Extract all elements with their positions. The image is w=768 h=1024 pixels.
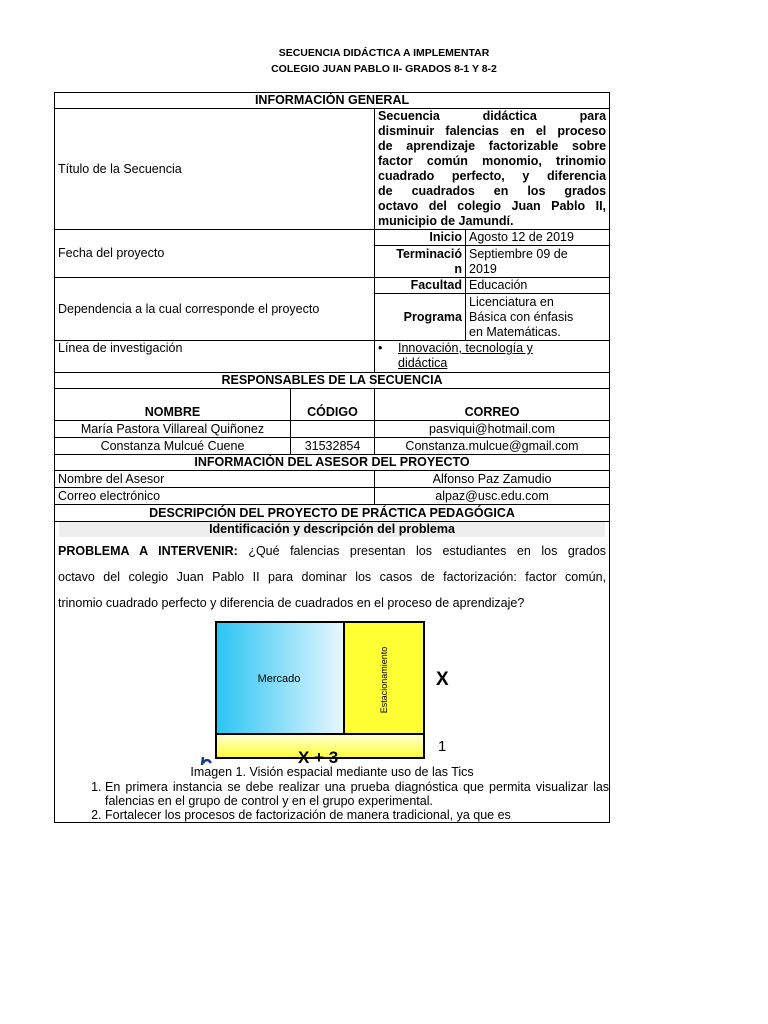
titulo-line: de cuadrados en los grados — [378, 184, 607, 198]
titulo-line: factor común monomio, trinomio — [378, 154, 607, 168]
problem-label: PROBLEMA A INTERVENIR: — [58, 544, 238, 558]
terminacion-value-b: 2019 — [469, 261, 497, 276]
col-nombre-header: NOMBRE — [55, 389, 291, 421]
titulo-line: cuadrado perfecto, y diferencia — [378, 169, 607, 183]
row-dependencia-facultad — [55, 278, 610, 294]
row-fecha-inicio — [55, 230, 610, 246]
titulo-line: octavo del colegio Juan Pablo II, — [378, 199, 607, 213]
responsable-codigo — [291, 421, 375, 438]
problem-text-1: ¿Qué falencias presentan los estudiantes en los grados — [237, 544, 607, 558]
bullet-icon: • — [378, 341, 383, 355]
facultad-value: Educación — [466, 278, 610, 294]
section-title: DESCRIPCIÓN DEL PROYECTO DE PRÁCTICA PEDAGÓGICA — [55, 505, 610, 522]
programa-line: en Matemáticas. — [469, 324, 561, 339]
one-label: 1 — [438, 738, 447, 755]
responsable-nombre: Constanza Mulcué Cuene — [55, 438, 291, 455]
bottom-label: X + 3 — [298, 748, 339, 767]
estacionamiento-text: Estacionamiento — [379, 646, 389, 714]
row-linea — [55, 341, 610, 373]
x-label: X — [436, 669, 449, 690]
asesor-correo-value: alpaz@usc.edu.com — [375, 488, 610, 505]
responsable-nombre: María Pastora Villareal Quiñonez — [55, 421, 291, 438]
row-descripcion-body — [55, 522, 610, 823]
programa-value — [466, 294, 610, 341]
section-responsables — [55, 373, 610, 389]
problem-statement — [55, 537, 609, 617]
linea-text-a: Innovación, tecnología y — [398, 341, 533, 355]
row-asesor-correo — [55, 488, 610, 505]
linea-label: Línea de investigación — [55, 341, 375, 373]
programa-label: Programa — [375, 294, 466, 341]
header-line-2: COLEGIO JUAN PABLO II- GRADOS 8-1 Y 8-2 — [271, 63, 497, 75]
linea-bullet-item — [378, 341, 606, 371]
dependencia-label: Dependencia a la cual corresponde el proyecto — [55, 278, 375, 341]
terminacion-value — [466, 246, 610, 278]
section-asesor — [55, 455, 610, 471]
asesor-nombre-label: Nombre del Asesor — [55, 471, 375, 488]
col-correo-header: CORREO — [375, 389, 610, 421]
titulo-line: disminuir falencias en el proceso — [378, 124, 607, 138]
header-line-1: SECUENCIA DIDÁCTICA A IMPLEMENTAR — [278, 47, 490, 59]
facultad-label: Facultad — [375, 278, 466, 294]
mercado-text: Mercado — [257, 673, 301, 685]
row-titulo — [55, 109, 610, 230]
titulo-line: municipio de Jamundí. — [378, 214, 514, 228]
asesor-correo-label: Correo electrónico — [55, 488, 375, 505]
terminacion-label-a: Terminació — [396, 246, 462, 261]
section-title: INFORMACIÓN DEL ASESOR DEL PROYECTO — [55, 455, 610, 471]
terminacion-label-b: n — [454, 261, 462, 276]
section-title: INFORMACIÓN GENERAL — [55, 93, 610, 109]
section-title: RESPONSABLES DE LA SECUENCIA — [55, 373, 610, 389]
titulo-label: Título de la Secuencia — [55, 109, 375, 230]
table-row — [55, 421, 610, 438]
spatial-figure — [55, 617, 610, 765]
asesor-nombre-value: Alfonso Paz Zamudio — [375, 471, 610, 488]
table-row — [55, 438, 610, 455]
document-header — [0, 45, 768, 77]
project-table — [54, 92, 610, 823]
linea-text — [398, 341, 533, 371]
list-item: 2. Fortalecer los procesos de factorización de manera tradicional, ya que es — [105, 808, 609, 822]
problem-line-2: octavo del colegio Juan Pablo II para dominar los casos de factorización: factor común, — [58, 570, 607, 584]
terminacion-value-a: Septiembre 09 de — [469, 246, 568, 261]
titulo-line: de aprendizaje factorizable sobre — [378, 139, 607, 153]
descripcion-body — [55, 522, 610, 823]
titulo-line: Secuencia didáctica para — [378, 109, 607, 123]
figure-svg — [55, 617, 610, 765]
section-informacion-general — [55, 93, 610, 109]
responsable-correo: Constanza.mulcue@gmail.com — [375, 438, 610, 455]
inicio-label: Inicio — [375, 230, 466, 246]
linea-text-b: didáctica — [398, 356, 448, 370]
section-descripcion — [55, 505, 610, 522]
col-codigo-header: CÓDIGO — [291, 389, 375, 421]
linea-value — [375, 341, 610, 373]
partial-mark — [202, 757, 211, 765]
list-item: 1. En primera instancia se debe realizar una prueba diagnóstica que permita visualizar las falencias en el grupo de control y en el grupo experimental. — [105, 780, 609, 808]
responsable-correo: pasviqui@hotmail.com — [375, 421, 610, 438]
problem-line-1 — [58, 538, 606, 564]
terminacion-label — [375, 246, 466, 278]
subsection-title: Identificación y descripción del problema — [59, 522, 605, 537]
programa-line: Licenciatura en — [469, 294, 554, 309]
steps-list — [55, 780, 609, 822]
row-asesor-nombre — [55, 471, 610, 488]
titulo-value — [375, 109, 610, 230]
programa-line: Básica con énfasis — [469, 309, 574, 324]
problem-line-3: trinomio cuadrado perfecto y diferencia de cuadrados en el proceso de aprendizaje? — [58, 596, 525, 610]
responsable-codigo: 31532854 — [291, 438, 375, 455]
figure-caption: Imagen 1. Visión espacial mediante uso de las Tics — [190, 765, 474, 779]
fecha-label: Fecha del proyecto — [55, 230, 375, 278]
inicio-value: Agosto 12 de 2019 — [466, 230, 610, 246]
responsables-header-row — [55, 389, 610, 421]
